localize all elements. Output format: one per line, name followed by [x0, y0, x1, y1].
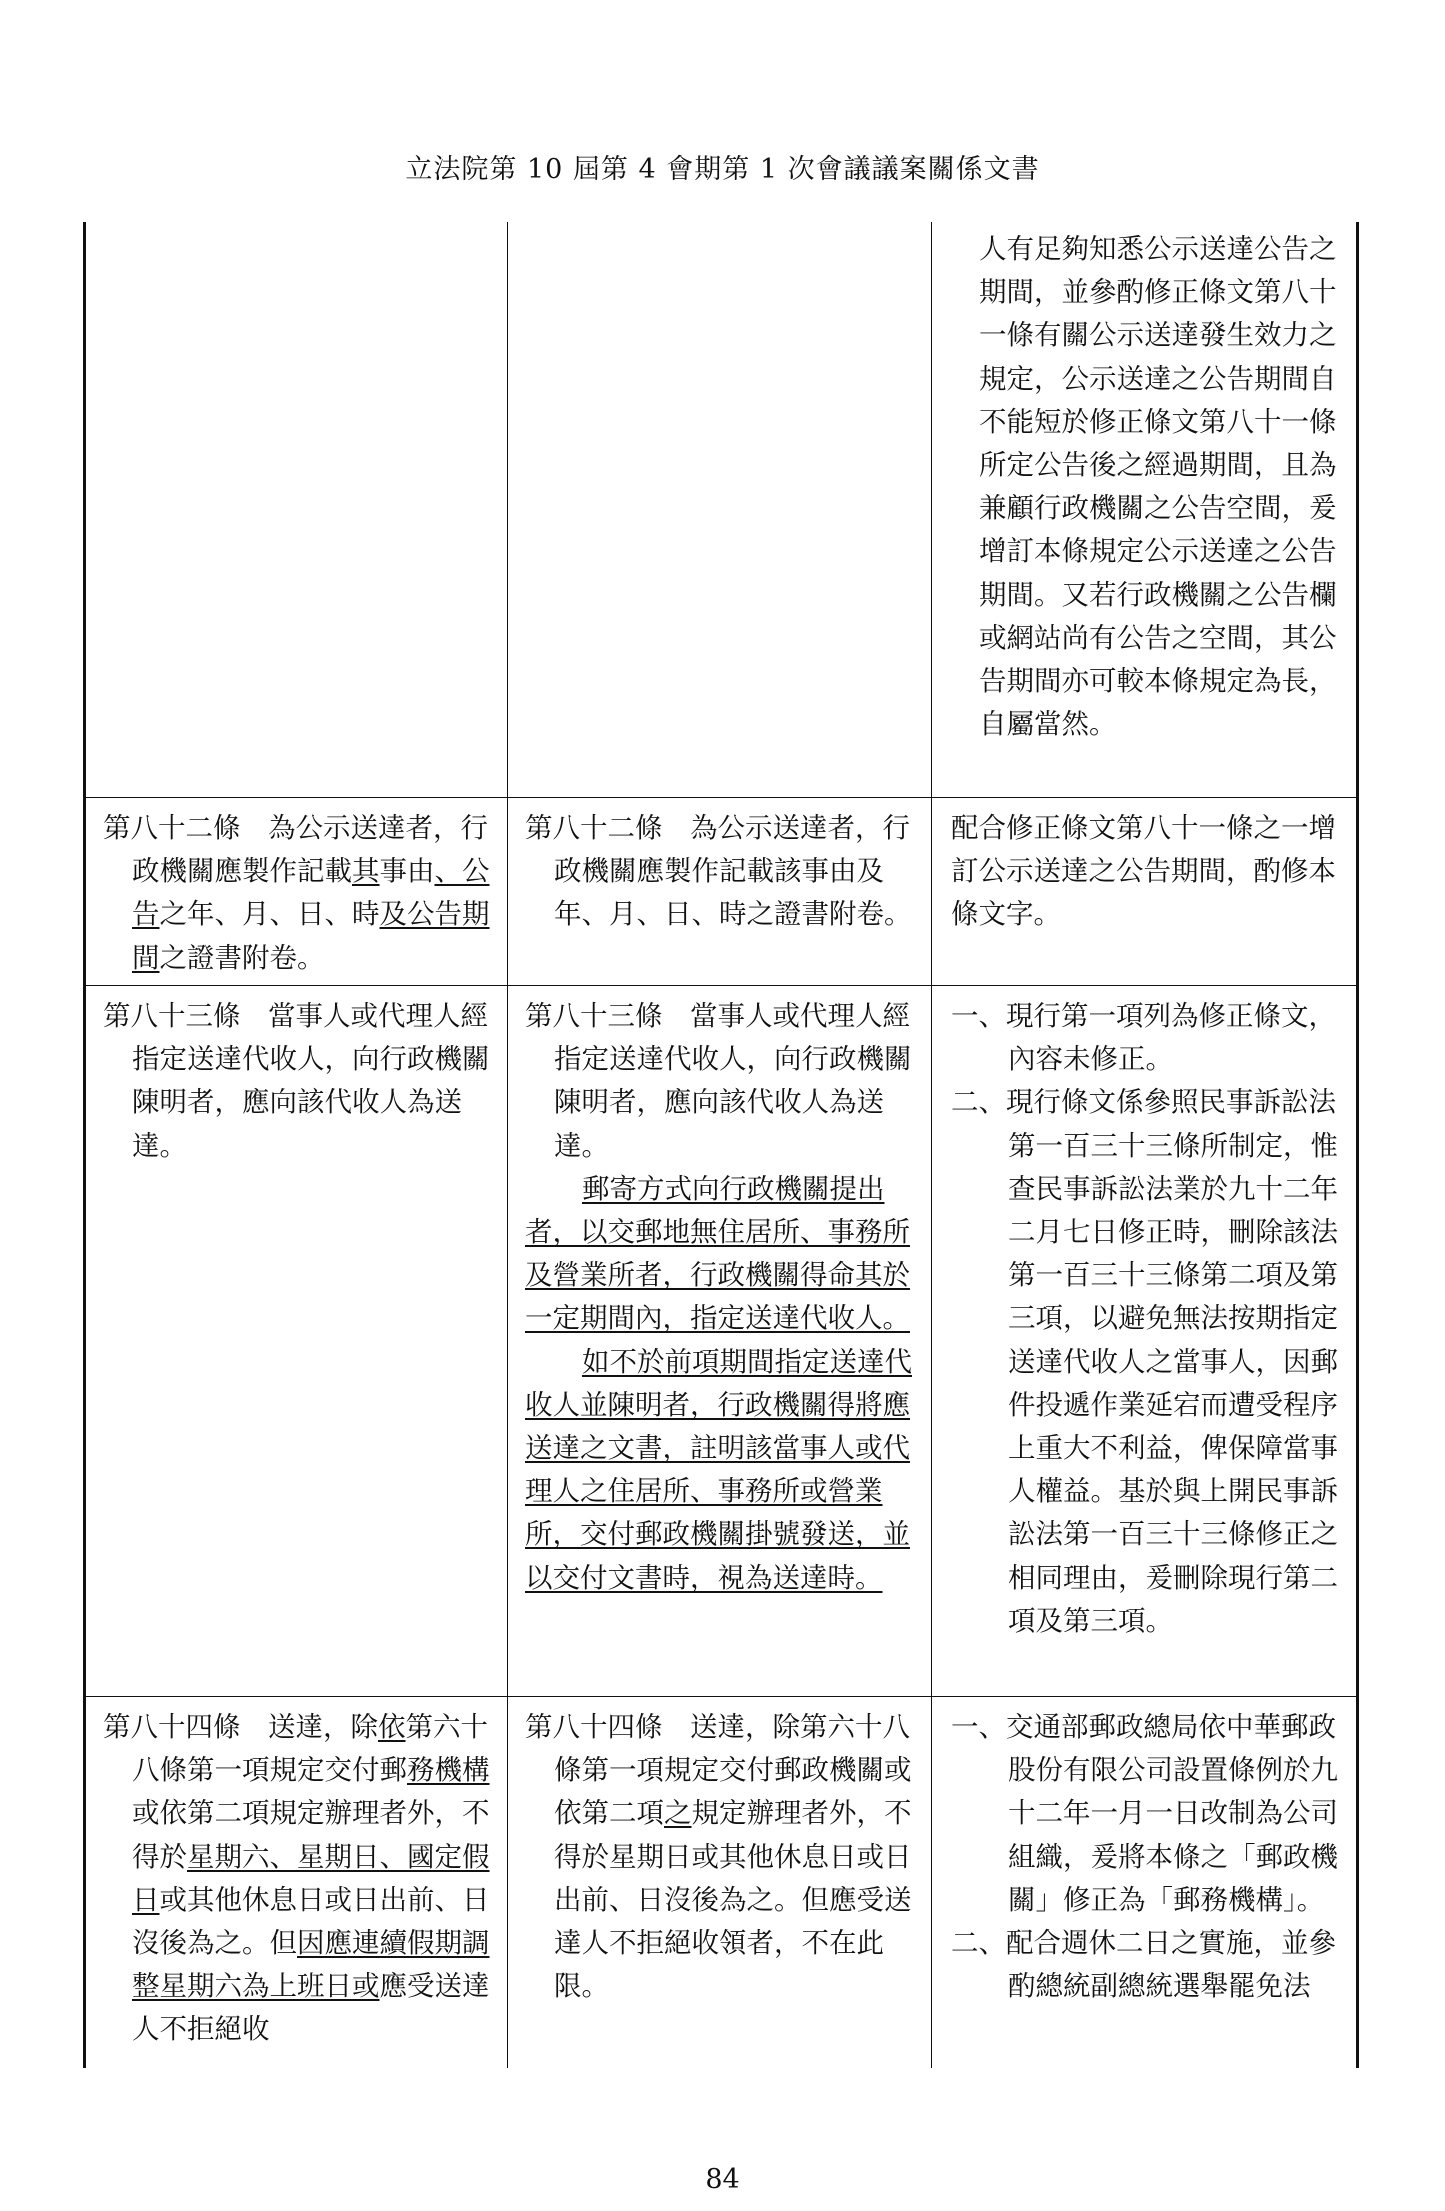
page-header: 立法院第 10 屆第 4 會期第 1 次會議議案關係文書 [405, 154, 1040, 185]
cell-amended-row-2 [103, 807, 495, 980]
reason-paragraph [951, 1922, 1339, 2008]
amended-paragraph [103, 1706, 495, 2052]
text-segment: 第八十四條 送達，除 [103, 1711, 378, 1743]
reason-paragraph [951, 807, 1339, 937]
table-border-right [1356, 222, 1359, 2068]
page-number: 84 [705, 2164, 740, 2195]
underlined-text: 、公告 [132, 855, 490, 931]
table-border-left [83, 222, 86, 2068]
underlined-text: 郵寄方式向行政機關提出者，以交郵地無住居所、事務所及營業所者，行政機關得命其於一定期間內，指定送達代收人。 [525, 1172, 910, 1335]
underlined-text: 依 [378, 1711, 406, 1743]
underlined-text: 星期六、星期日、國定假日 [132, 1840, 490, 1916]
reason-paragraph [951, 995, 1339, 1081]
cell-reason-row-3 [951, 995, 1339, 1643]
amended-paragraph [103, 807, 495, 980]
text-segment: 人有足夠知悉公示送達公告之期間，並參酌修正條文第八十一條有關公示送達發生效力之規定，公示送達之公告期間自不能短於修正條文第八十一條所定公告後之經過期間，且為兼顧行政機關之公告空間，爰增訂本條規定公示送達之公告期間。又若行政機關之公告欄或網站尚有公告之空間，其公告期間亦可較本條規定為長，自屬當然。 [979, 233, 1337, 741]
amended-paragraph [103, 995, 495, 1168]
text-segment: 應受送達人不拒絕收 [132, 1970, 490, 2046]
table-divider-2 [931, 222, 932, 2068]
reason-paragraph [951, 1081, 1339, 1643]
row-divider-1 [83, 797, 1359, 798]
current-paragraph [525, 807, 919, 937]
underlined-text: 其 [352, 855, 380, 888]
cell-reason-row-4 [951, 1706, 1339, 2008]
row-divider-3 [83, 1696, 1359, 1697]
text-segment: 第八十三條 當事人或代理人經指定送達代收人，向行政機關陳明者，應向該代收人為送達。 [525, 1000, 912, 1162]
row-divider-2 [83, 985, 1359, 986]
reason-paragraph [979, 228, 1339, 746]
current-paragraph [525, 1341, 919, 1600]
text-segment: 第八十二條 為公示送達者，行政機關應製作記載該事由及年、月、日、時之證書附卷。 [525, 812, 912, 931]
text-segment: 第八十四條 送達，除第六十八條第一項規定交付郵政機關或依第二項 [525, 1711, 912, 1830]
reason-paragraph [951, 1706, 1339, 1922]
cell-current-row-3 [525, 995, 919, 1600]
text-segment: 之證書附卷。 [159, 941, 325, 974]
cell-current-row-2 [525, 807, 919, 937]
cell-reason-row-1 [979, 228, 1339, 746]
text-segment: 一、現行第一項列為修正條文，內容未修正。 [951, 1000, 1336, 1076]
text-segment: 規定辦理者外，不得於星期日或其他休息日或日出前、日沒後為之。但應受送達人不拒絕收領者，不在此限。 [554, 1797, 912, 2003]
underlined-text: 如不於前項期間指定送達代收人並陳明者，行政機關得將應送達之文書，註明該當事人或代理人之住居所、事務所或營業所，交付郵政機關掛號發送，並以交付文書時，視為送達時。 [525, 1345, 912, 1594]
table-divider-1 [507, 222, 508, 2068]
underlined-text: 及公告期間 [132, 898, 490, 974]
cell-amended-row-3 [103, 995, 495, 1168]
current-paragraph [525, 1168, 919, 1341]
cell-amended-row-4 [103, 1706, 495, 2052]
text-segment: 一、交通部郵政總局依中華郵政股份有限公司設置條例於九十二年一月一日改制為公司組織，爰將本條之「郵政機關」修正為「郵務機構」。 [951, 1711, 1338, 1916]
underlined-text: 務機構 [407, 1754, 490, 1787]
text-segment: 配合修正條文第八十一條之一增訂公示送達之公告期間，酌修本條文字。 [951, 812, 1336, 931]
text-segment: 二、現行條文係參照民事訴訟法第一百三十三條所制定，惟查民事訴訟法業於九十二年二月七日修正時，刪除該法第一百三十三條第二項及第三項，以避免無法按期指定送達代收人之當事人，因郵件投遞作業延宕而遭受程序上重大不利益，俾保障當事人權益。基於與上開民事訴訟法第一百三十三條修正之相同理由，爰刪除現行第二項及第三項。 [951, 1086, 1338, 1637]
text-segment: 二、配合週休二日之實施，並參酌總統副總統選舉罷免法 [951, 1927, 1336, 2003]
current-paragraph [525, 1706, 919, 2008]
text-segment: 第八十三條 當事人或代理人經指定送達代收人，向行政機關陳明者，應向該代收人為送達。 [103, 1000, 490, 1162]
underlined-text: 之 [664, 1797, 692, 1830]
text-segment: 第六十八條第一項規定交付郵 [132, 1711, 488, 1787]
text-segment: 或依第二項規定辦理者外，不得於 [132, 1797, 490, 1873]
current-paragraph [525, 995, 919, 1168]
cell-reason-row-2 [951, 807, 1339, 937]
text-segment: 第八十二條 為公示送達者，行政機關應製作記載 [103, 812, 488, 888]
text-segment: 或其他休息日或日出前、日沒後為之。但 [132, 1883, 490, 1960]
text-segment: 事由 [379, 855, 435, 888]
text-segment: 之年、月、日、時 [159, 898, 380, 931]
underlined-text: 因應連續假期調整星期六為上班日或 [132, 1927, 490, 2003]
comparison-table [83, 222, 1359, 2068]
cell-current-row-4 [525, 1706, 919, 2008]
